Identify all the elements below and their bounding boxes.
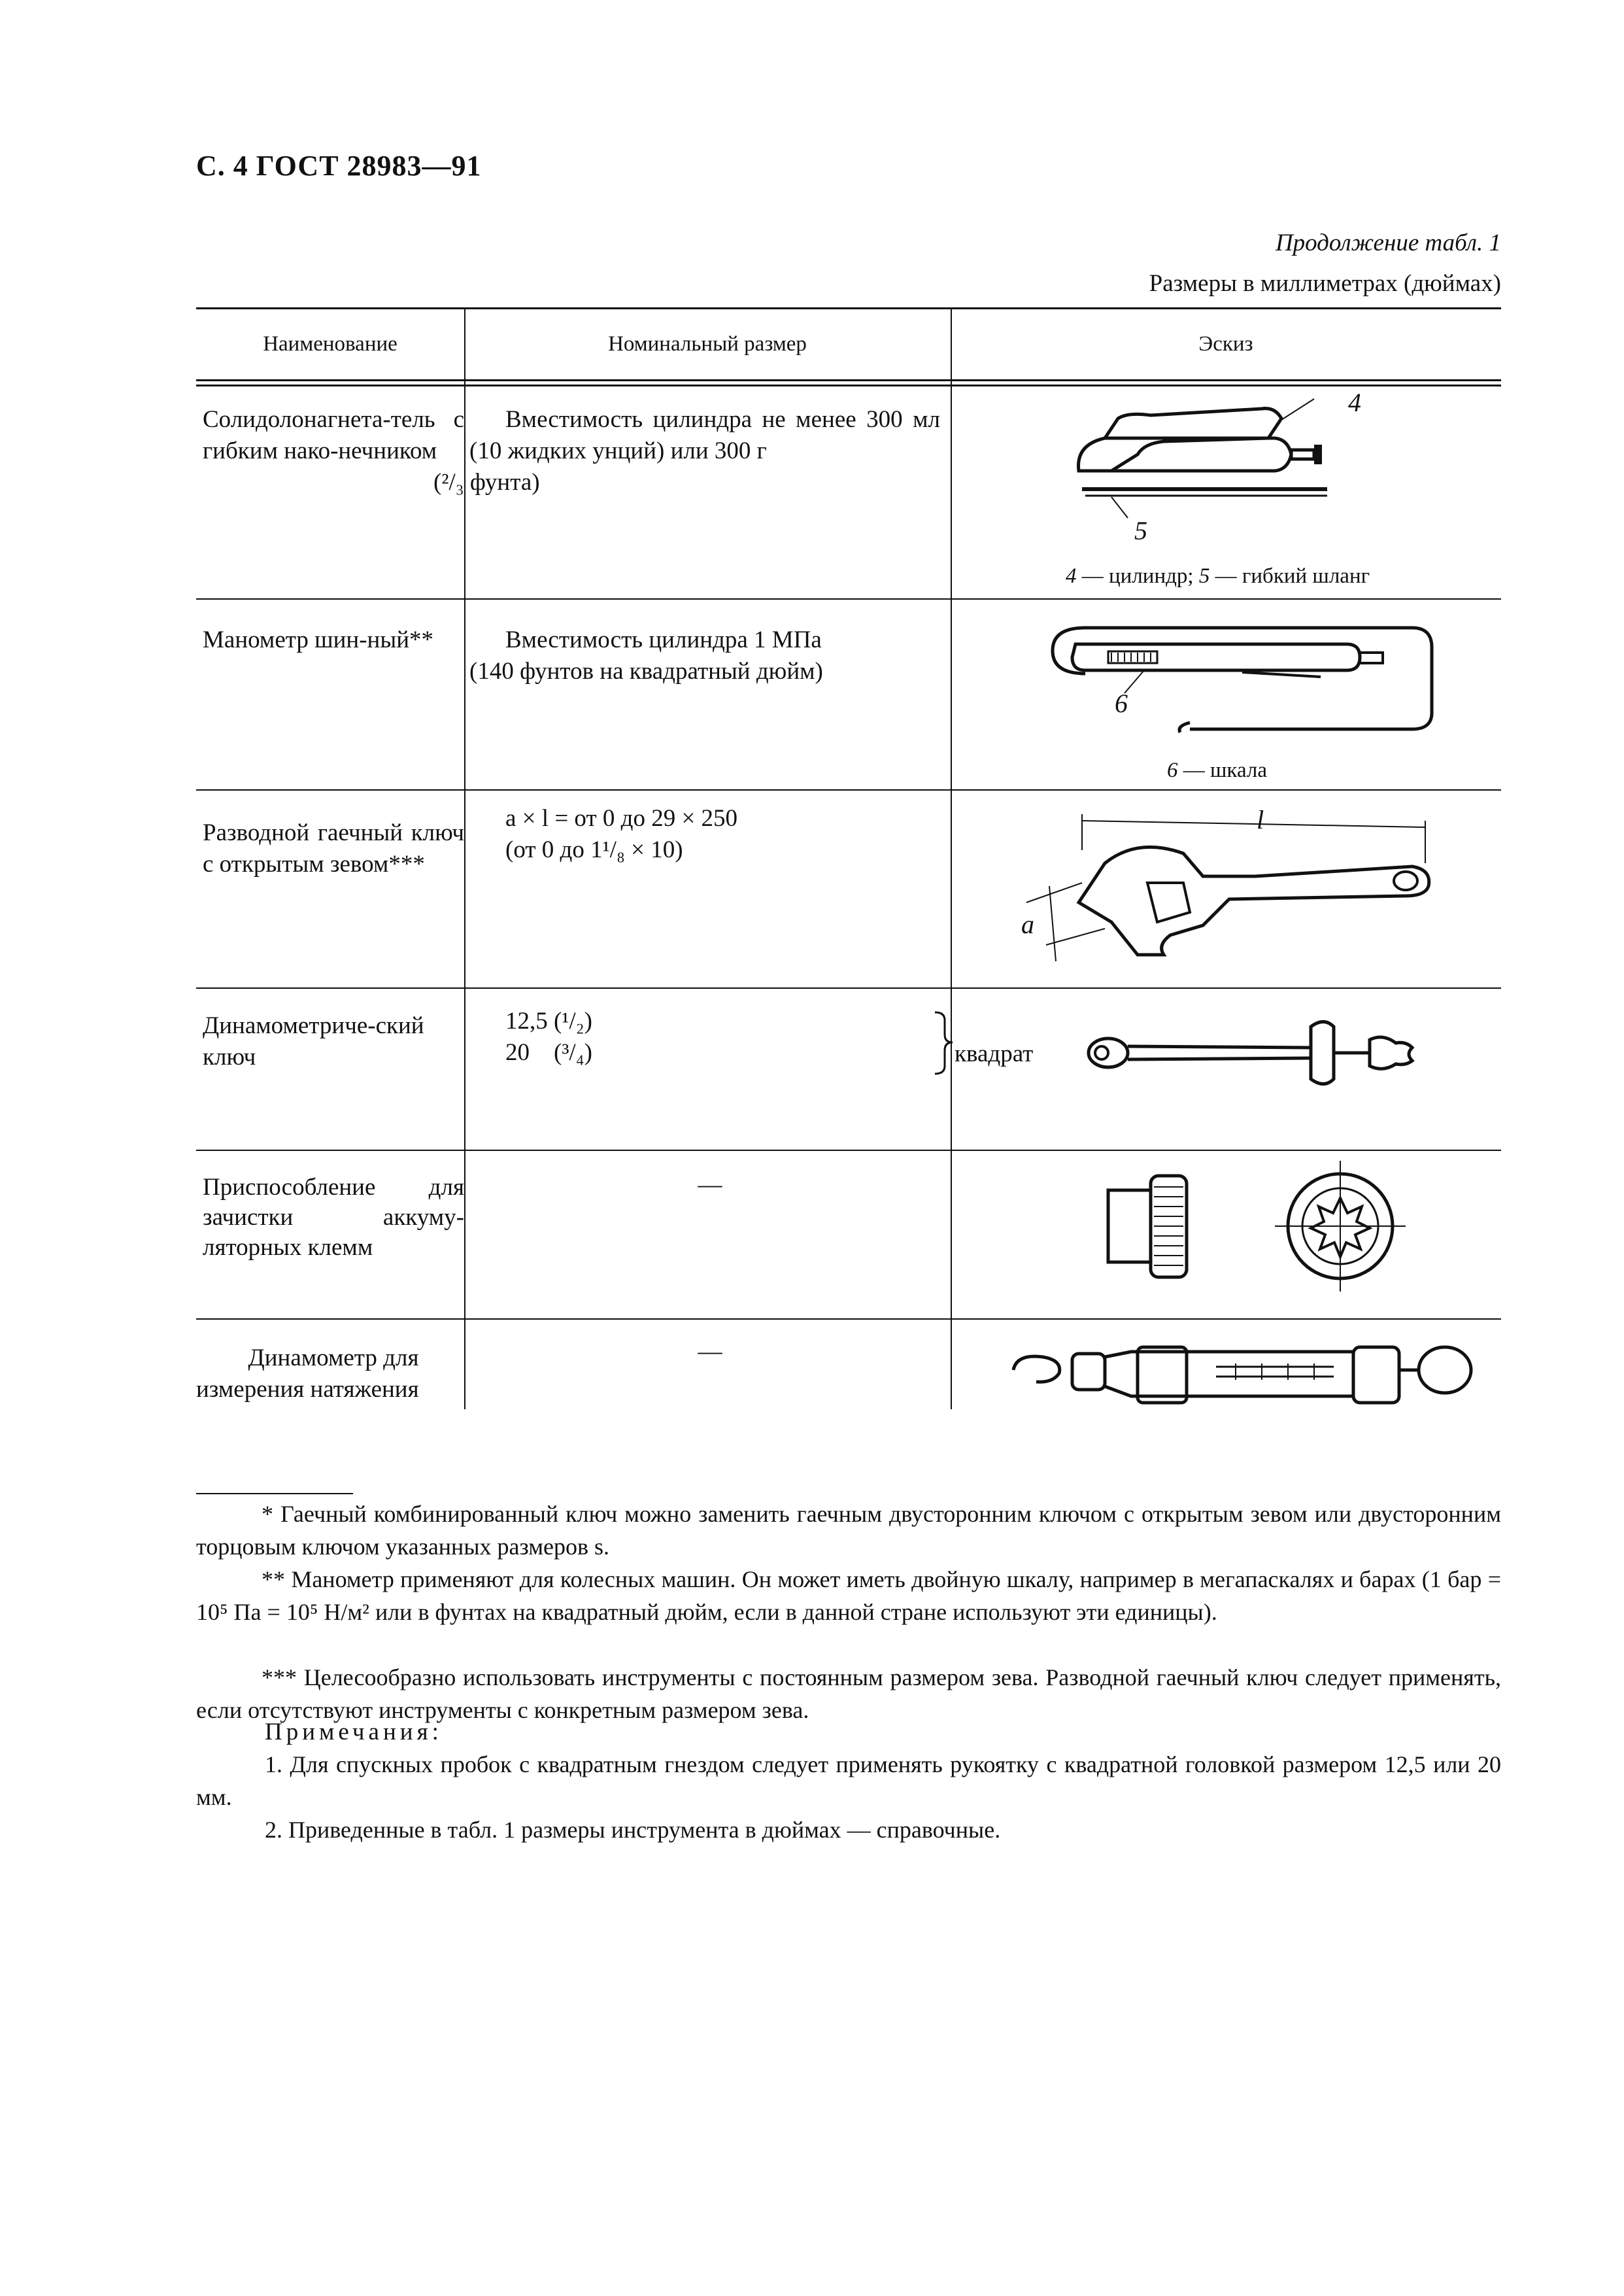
footnote-3: *** Целесообразно использовать инструменты с постоянным размером зева. Разводной гаечный ключ следует применять, если отсутствуют инструменты с конкретным размером зева. bbox=[196, 1664, 1501, 1723]
grease-gun-sketch bbox=[1066, 392, 1432, 523]
column-header-name: Наименование bbox=[263, 332, 398, 356]
row-1-name: Солидолонагнета-тель с гибким нако-нечником bbox=[203, 406, 464, 464]
footnote-rule bbox=[196, 1493, 353, 1494]
notes-title: Примечания: bbox=[265, 1719, 443, 1745]
note-1: 1. Для спускных пробок с квадратным гнездом следует применять рукоятку с квадратной головкой размером 12,5 или 20 мм. bbox=[196, 1751, 1501, 1810]
row-6-size: — bbox=[698, 1338, 722, 1365]
adjustable-wrench-sketch bbox=[1007, 804, 1478, 974]
row-separator bbox=[196, 789, 1501, 791]
row-1-size: Вместимость цилиндра не менее 300 мл (10 жидких унций) или 300 г (²/₃ фунта) bbox=[433, 406, 940, 496]
callout-4: 4 bbox=[1348, 388, 1361, 417]
row-2-caption: 6 — шкала bbox=[1167, 759, 1267, 782]
tire-gauge-sketch bbox=[1046, 615, 1451, 745]
table-header-rule bbox=[196, 379, 1501, 381]
row-5-size: — bbox=[698, 1171, 722, 1198]
row-3-size: a × l = от 0 до 29 × 250 (от 0 до 1¹/₈ × 10) bbox=[505, 805, 738, 863]
callout-6: 6 bbox=[1115, 689, 1128, 718]
dimension-a-label: a bbox=[1021, 910, 1034, 939]
row-2-name: Манометр шин-ный** bbox=[203, 626, 433, 653]
table-top-rule bbox=[196, 307, 1501, 309]
table-header-rule-double bbox=[196, 385, 1501, 386]
row-separator bbox=[196, 987, 1501, 989]
column-header-size: Номинальный размер bbox=[608, 332, 807, 356]
row-4-size: 12,5 (¹/₂) 20 (³/₄) bbox=[505, 1008, 592, 1066]
row-2-size: Вместимость цилиндра 1 МПа (140 фунтов на квадратный дюйм) bbox=[469, 626, 823, 685]
row-5-name: Приспособление для зачистки аккуму-ляторных клемм bbox=[203, 1174, 464, 1261]
footnote-1: * Гаечный комбинированный ключ можно заменить гаечным двусторонним ключом с открытым зевом или двусторонним торцовым ключом указанных размеров s. bbox=[196, 1501, 1501, 1560]
brace-glyph bbox=[932, 1007, 958, 1079]
torque-wrench-sketch bbox=[1075, 1001, 1442, 1099]
row-3-name: Разводной гаечный ключ с открытым зевом*** bbox=[203, 819, 464, 878]
page-header-code: С. 4 ГОСТ 28983—91 bbox=[196, 150, 482, 182]
footnote-2: ** Манометр применяют для колесных машин. Он может иметь двойную шкалу, например в мегапаскалях и барах (1 бар = 10⁵ Па = 10⁵ Н/м² или в фунтах на квадратный дюйм, если в данной стране используют эти единицы). bbox=[196, 1566, 1501, 1625]
dimension-l-label: l bbox=[1257, 805, 1264, 834]
row-separator bbox=[196, 598, 1501, 600]
row-6-name: Динамометр для измерения натяжения bbox=[196, 1345, 419, 1403]
table-units-label: Размеры в миллиметрах (дюймах) bbox=[1149, 270, 1501, 297]
terminal-cleaner-sketch bbox=[1095, 1157, 1461, 1308]
row-1-caption: 4 — цилиндр; 5 — гибкий шланг bbox=[1066, 564, 1370, 588]
column-header-sketch: Эскиз bbox=[1198, 332, 1253, 356]
callout-5: 5 bbox=[1134, 516, 1147, 545]
note-2: 2. Приведенные в табл. 1 размеры инструмента в дюймах — справочные. bbox=[265, 1817, 1001, 1843]
row-4-size-label: квадрат bbox=[955, 1040, 1034, 1067]
table-continuation-label: Продолжение табл. 1 bbox=[1275, 230, 1501, 256]
row-4-name: Динамометриче-ский ключ bbox=[203, 1012, 424, 1071]
dynamometer-sketch bbox=[1000, 1331, 1484, 1409]
